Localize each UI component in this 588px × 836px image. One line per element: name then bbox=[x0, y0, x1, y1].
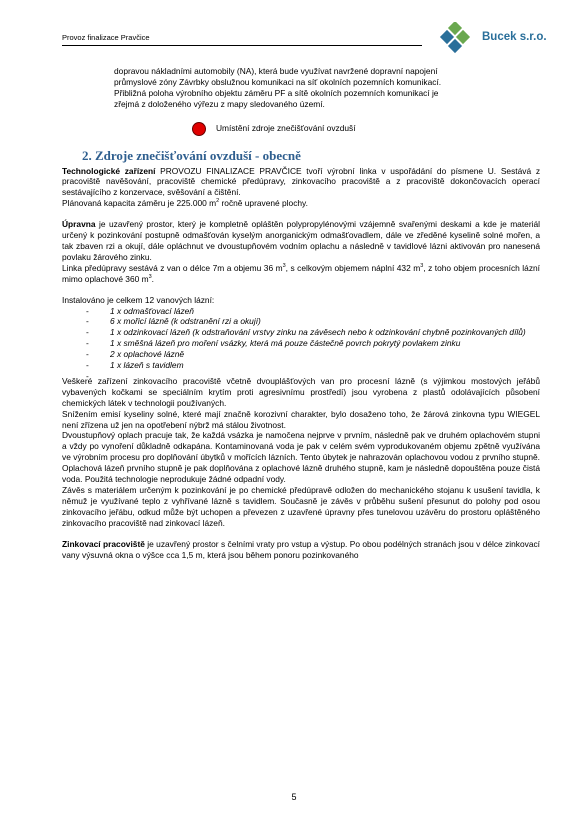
intro-line: zřejmá z doloženého výřezu z mapy sledovaného území. bbox=[114, 98, 325, 109]
capacity-text: Plánovaná kapacita záměru je 225.000 m bbox=[62, 198, 217, 209]
logo-text: Bucek s.r.o. bbox=[482, 31, 547, 43]
tech-text: PROVOZU FINALIZACE PRAVČICE tvoří výrobní linka v uspořádání do písmene U. Sestává z pracoviště navěšování, pracoviště chemické předúpravy, zinkovacího pracoviště a z pracoviště dokončovacích operací sestávajícího z konzervace, svěšování a čištění. bbox=[62, 165, 541, 198]
intro-line: dopravou nákladními automobily (NA), která bude využívat navržené dopravní napojení bbox=[114, 66, 438, 76]
intro-line: průmyslové zóny Závrbky obslužnou komunikaci na síť okolních pozemních komunikací. bbox=[114, 76, 442, 87]
body-paragraph: Veškeré zařízení zinkovacího pracoviště včetně dvouplášťových van pro procesní lázně (s výjimkou mostových jeřábů vybavených kočkami se speciálním krytím proti agresivnímu prostředí) jsou vyrobena z plastů odolávajících působení chemických látek v technologii používaných. bbox=[62, 375, 540, 408]
map-legend bbox=[62, 122, 540, 136]
installed-intro: Instalováno je celkem 12 vanových lázní: bbox=[62, 294, 215, 305]
body-paragraph: Závěs s materiálem určeným k pozinkování je po chemické předúpravě odložen do mechanického stojanu k usušení tavidla, k němuž je využívané teplo z vyhřívané lázně s tavidlem. Současně je závěs v průběhu sušení přesunut do polohy pod osou zinkovacího jeřábu, odkud může být uchopen a převezen z uzavřené úpravny přes tunelovou uzávěru do prostoru opláštěného zinkovacího pracoviště nad zinkovací lázeň. bbox=[62, 485, 540, 528]
capacity-unit-sup: 2 bbox=[216, 198, 220, 205]
body-paragraph: Snížením emisí kyseliny solné, které mají značně korozivní charakter, bylo dosaženo toho, že žárová zinkovna typu WIEGEL není zřízena už jen na opotřebení nýbrž má stálou životnost. bbox=[62, 408, 540, 430]
header-rule bbox=[62, 45, 422, 46]
tech-term: Technologické zařízení bbox=[62, 165, 156, 176]
unit-sup: 3 bbox=[420, 262, 424, 269]
zinc-term: Zinkovací pracoviště bbox=[62, 538, 145, 549]
capacity-line bbox=[62, 198, 540, 209]
header-title: Provoz finalizace Pravčice bbox=[62, 33, 150, 42]
line-text: , s celkovým objemem náplní 432 m bbox=[285, 262, 421, 273]
list-item: - 1 x lázeň s tavidlem bbox=[86, 360, 540, 371]
line-text: , z toho objem procesních lázní mimo oplachové 360 m bbox=[62, 262, 540, 284]
section-heading: 2. Zdroje znečišťování ovzduší - obecně bbox=[82, 147, 301, 163]
unit-sup: 3 bbox=[282, 262, 286, 269]
line-text: Linka předúpravy sestává z van o délce 7m a objemu 36 m bbox=[62, 262, 283, 273]
logo-diamonds-icon bbox=[434, 22, 482, 56]
list-item: - 1 x odzinkovací lázeň (k odstraňování vrstvy zinku na závěsech nebo k odzinkování chybně pozinkovaných dílů) bbox=[86, 327, 540, 338]
zinc-text: je uzavřený prostor s čelními vraty pro vstup a výstup. Po obou podélných stranách jsou v délce zinkovací vany výsuvná okna o výšce cca 1,5 m, která jsou během ponoru pozinkovaného bbox=[62, 538, 540, 560]
body-paragraph: Dvoustupňový oplach pracuje tak, že každá vsázka je namočena nejprve v prvním, následně pak ve druhém oplachovém stupni a vždy po vynoření důkladně odkapána. Kontaminovaná voda je pak v celém svém vyprodukovaném objemu zpětně využívána ve výrobním procesu pro doplňování úbytků v mořících lázních. Tento úbytek je nahrazován oplachovou vodou z prvního stupně. Oplachová lázeň prvního stupně je pak doplňována z oplachové lázně druhého stupně, kam je následně dopouštěna pouze čistá voda. Použitá technologie neprodukuje žádné odpadní vody. bbox=[62, 430, 540, 485]
emission-source-marker-icon bbox=[192, 122, 206, 136]
page-content bbox=[62, 66, 540, 560]
intro-line: Přibližná poloha výrobního objektu záměru PF a sítě okolních pozemních komunikací je bbox=[114, 87, 439, 98]
zinc-paragraph bbox=[62, 539, 540, 561]
upravna-text: je uzavřený prostor, který je kompletně opláštěn polypropylénovými vzájemně svařenými deskami a kde je materiál určený k pozinkování postupně odmašťován kyselým anorganickým odmašťovadlem, dále ve zředěné kyselině solné mořen, a tak zbaven rzi a okují, dále opláchnut ve dvoustupňovém vodním oplachu a následně v tavidlové lázni aktivován pro nanesená povlaku žárového zinku. bbox=[62, 219, 540, 262]
tech-paragraph bbox=[62, 166, 540, 199]
upravna-paragraph bbox=[62, 219, 540, 263]
company-logo bbox=[434, 22, 554, 56]
line-text: . bbox=[151, 273, 154, 284]
intro-block bbox=[62, 66, 540, 110]
page-header bbox=[62, 30, 546, 52]
page-number: 5 bbox=[291, 792, 297, 802]
capacity-text-end: ročně upravené plochy. bbox=[219, 198, 308, 209]
upravna-term: Úpravna bbox=[62, 219, 96, 230]
list-item: - 6 x mořicí lázně (k odstranění rzi a okují) bbox=[86, 316, 540, 327]
line-volume-paragraph bbox=[62, 263, 540, 285]
list-item: - 1 x směšná lázeň pro moření vsázky, která má pouze částečně povrch pokrytý povlakem zinku bbox=[86, 338, 540, 349]
unit-sup: 3 bbox=[148, 273, 152, 280]
bath-list bbox=[62, 306, 540, 371]
list-item: - 1 x odmašťovací lázeň bbox=[86, 306, 540, 317]
list-item: - 2 x oplachové lázně bbox=[86, 349, 540, 360]
legend-label: Umístění zdroje znečišťování ovzduší bbox=[216, 123, 356, 134]
